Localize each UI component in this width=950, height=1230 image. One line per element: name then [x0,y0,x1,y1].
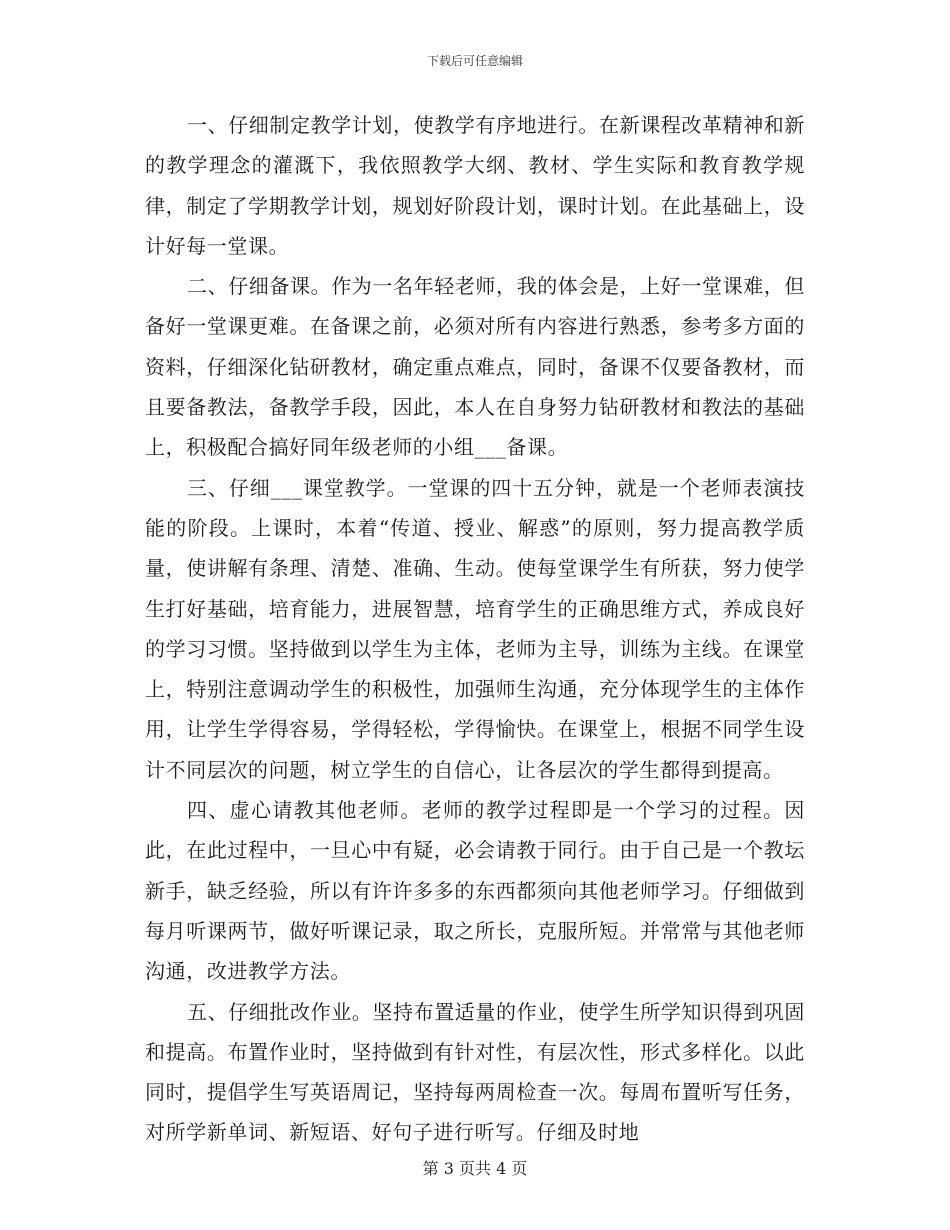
paragraph-4: 四、虚心请教其他老师。老师的教学过程即是一个学习的过程。因此，在此过程中，一旦心中有疑，必会请教于同行。由于自己是一个教坛新手，缺乏经验，所以有许许多多的东西都须向其他老师学习。仔细做到每月听课两节，做好听课记录，取之所长，克服所短。并常常与其他老师沟通，改进教学方法。 [145,798,805,984]
paragraph-1: 一、仔细制定教学计划，使教学有序地进行。在新课程改革精神和新的教学理念的灌溉下，我依照教学大纲、教材、学生实际和教育教学规律，制定了学期教学计划，规划好阶段计划，课时计划。在此基础上，设计好每一堂课。 [145,113,805,258]
page-number: 第 3 页共 4 页 [422,1159,528,1178]
paragraph-3: 三、仔细___课堂教学。一堂课的四十五分钟，就是一个老师表演技能的阶段。上课时，本着“传道、授业、解惑”的原则，努力提高教学质量，使讲解有条理、清楚、准确、生动。使每堂课学生有所获，努力使学生打好基础，培育能力，进展智慧，培育学生的正确思维方式，养成良好的学习习惯。坚持做到以学生为主体，老师为主导，训练为主线。在课堂上，特别注意调动学生的积极性，加强师生沟通，充分体现学生的主体作用，让学生学得容易，学得轻松，学得愉快。在课堂上，根据不同学生设计不同层次的问题，树立学生的自信心，让各层次的学生都得到提高。 [145,475,805,782]
paragraph-5: 五、仔细批改作业。坚持布置适量的作业，使学生所学知识得到巩固和提高。布置作业时，坚持做到有针对性，有层次性，形式多样化。以此同时，提倡学生写英语周记，坚持每两周检查一次。每周布置听写任务，对所学新单词、新短语、好句子进行听写。仔细及时地 [145,999,805,1145]
paragraph-2: 二、仔细备课。作为一名年轻老师，我的体会是，上好一堂课难，但备好一堂课更难。在备课之前，必须对所有内容进行熟悉，参考多方面的资料，仔细深化钻研教材，确定重点难点，同时，备课不仅要备教材，而且要备教法，备教学手段，因此，本人在自身努力钻研教材和教法的基础上，积极配合搞好同年级老师的小组___备课。 [145,274,805,460]
page-header-note: 下载后可任意编辑 [426,54,523,68]
document-body [145,105,805,1153]
